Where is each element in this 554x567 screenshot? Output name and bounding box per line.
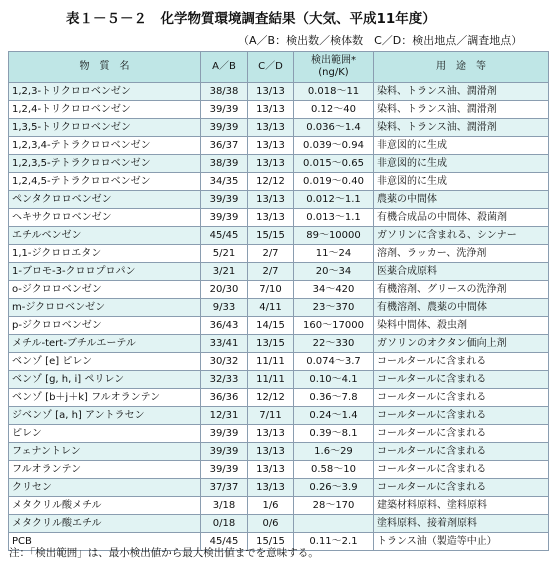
cell-use: 溶剤、ラッカー、洗浄剤: [374, 245, 549, 263]
cell-cd: 13/13: [248, 83, 294, 101]
cell-range: 0.036～1.4: [294, 119, 374, 137]
cell-cd: 13/13: [248, 479, 294, 497]
cell-use: 非意図的に生成: [374, 173, 549, 191]
cell-ab: 45/45: [201, 533, 248, 551]
cell-range: 0.26～3.9: [294, 479, 374, 497]
cell-use: 農薬の中間体: [374, 191, 549, 209]
cell-range: 0.36～7.8: [294, 389, 374, 407]
table-row: [9, 425, 549, 443]
cell-range: 89～10000: [294, 227, 374, 245]
cell-cd: 13/13: [248, 119, 294, 137]
cell-range: 23～370: [294, 299, 374, 317]
cell-ab: 34/35: [201, 173, 248, 191]
cell-cd: 13/13: [248, 425, 294, 443]
cell-name: 1,2,4-トリクロロベンゼン: [9, 101, 201, 119]
cell-name: ベンゾ [g, h, i] ペリレン: [9, 371, 201, 389]
table-row: [9, 515, 549, 533]
cell-name: エチルベンゼン: [9, 227, 201, 245]
cell-name: ベンゾ [b＋j＋k] フルオランテン: [9, 389, 201, 407]
table-row: [9, 101, 549, 119]
cell-range: 22～330: [294, 335, 374, 353]
cell-use: 医薬合成原料: [374, 263, 549, 281]
cell-range: 0.074～3.7: [294, 353, 374, 371]
cell-use: 有機溶剤、農薬の中間体: [374, 299, 549, 317]
cell-name: 1,1-ジクロロエタン: [9, 245, 201, 263]
cell-ab: 20/30: [201, 281, 248, 299]
cell-ab: 39/39: [201, 119, 248, 137]
table-row: [9, 407, 549, 425]
cell-range: 0.018～11: [294, 83, 374, 101]
table-subtitle: （A／B：検出数／検体数 C／D：検出地点／調査地点）: [238, 34, 523, 47]
cell-range: 0.58～10: [294, 461, 374, 479]
cell-cd: 11/11: [248, 371, 294, 389]
cell-cd: 4/11: [248, 299, 294, 317]
header-ab: A／B: [201, 52, 248, 83]
table-row: [9, 227, 549, 245]
table-title: 表１－５－２ 化学物質環境調査結果（大気、平成11年度）: [66, 11, 436, 27]
cell-cd: 13/13: [248, 191, 294, 209]
cell-name: クリセン: [9, 479, 201, 497]
cell-cd: 2/7: [248, 263, 294, 281]
cell-name: m-ジクロロベンゼン: [9, 299, 201, 317]
cell-use: コールタールに含まれる: [374, 407, 549, 425]
cell-use: ガソリンのオクタン価向上剤: [374, 335, 549, 353]
cell-cd: 11/11: [248, 353, 294, 371]
cell-name: フルオランテン: [9, 461, 201, 479]
cell-use: コールタールに含まれる: [374, 479, 549, 497]
table-row: [9, 461, 549, 479]
cell-name: 1,2,3,4-テトラクロロベンゼン: [9, 137, 201, 155]
cell-ab: 38/39: [201, 155, 248, 173]
cell-range: 0.24～1.4: [294, 407, 374, 425]
cell-cd: 14/15: [248, 317, 294, 335]
cell-name: ベンゾ [e] ピレン: [9, 353, 201, 371]
table-row: [9, 335, 549, 353]
cell-use: コールタールに含まれる: [374, 389, 549, 407]
cell-ab: 38/38: [201, 83, 248, 101]
cell-cd: 15/15: [248, 227, 294, 245]
cell-use: 染料、トランス油、潤滑剤: [374, 83, 549, 101]
cell-ab: 3/18: [201, 497, 248, 515]
footnote: 注：「検出範囲」は、最小検出値から最大検出値までを意味する。: [9, 547, 319, 559]
cell-range: 0.012～1.1: [294, 191, 374, 209]
cell-range: 0.039～0.94: [294, 137, 374, 155]
table-row: [9, 245, 549, 263]
cell-name: 1-ブロモ-3-クロロプロパン: [9, 263, 201, 281]
cell-cd: 12/12: [248, 173, 294, 191]
cell-name: 1,2,4,5-テトラクロロベンゼン: [9, 173, 201, 191]
header-cd: C／D: [248, 52, 294, 83]
cell-cd: 13/13: [248, 101, 294, 119]
cell-use: コールタールに含まれる: [374, 461, 549, 479]
cell-cd: 13/13: [248, 443, 294, 461]
cell-ab: 37/37: [201, 479, 248, 497]
cell-ab: 36/37: [201, 137, 248, 155]
cell-range: 0.39～8.1: [294, 425, 374, 443]
cell-ab: 0/18: [201, 515, 248, 533]
cell-cd: 0/6: [248, 515, 294, 533]
table-row: [9, 281, 549, 299]
cell-use: コールタールに含まれる: [374, 443, 549, 461]
cell-name: フェナントレン: [9, 443, 201, 461]
table-row: [9, 479, 549, 497]
cell-use: コールタールに含まれる: [374, 425, 549, 443]
cell-range: 1.6～29: [294, 443, 374, 461]
cell-name: o-ジクロロベンゼン: [9, 281, 201, 299]
cell-range: 0.12～40: [294, 101, 374, 119]
cell-range: 0.019～0.40: [294, 173, 374, 191]
cell-use: 非意図的に生成: [374, 137, 549, 155]
cell-name: メタクリル酸メチル: [9, 497, 201, 515]
header-range-line1: 検出範囲*: [311, 55, 356, 66]
cell-ab: 39/39: [201, 209, 248, 227]
header-range: [294, 52, 374, 83]
cell-range: 0.11～2.1: [294, 533, 374, 551]
cell-name: ヘキサクロロベンゼン: [9, 209, 201, 227]
table-row: [9, 173, 549, 191]
cell-use: 非意図的に生成: [374, 155, 549, 173]
cell-cd: 1/6: [248, 497, 294, 515]
cell-name: メチル-tert-ブチルエーテル: [9, 335, 201, 353]
cell-ab: 32/33: [201, 371, 248, 389]
table-header: [9, 52, 549, 83]
cell-use: 塗料原料、接着剤原料: [374, 515, 549, 533]
cell-use: 染料、トランス油、潤滑剤: [374, 101, 549, 119]
cell-cd: 12/12: [248, 389, 294, 407]
table-row: [9, 317, 549, 335]
cell-cd: 13/13: [248, 209, 294, 227]
cell-name: ジベンゾ [a, h] アントラセン: [9, 407, 201, 425]
cell-use: ガソリンに含まれる、シンナー: [374, 227, 549, 245]
cell-ab: 39/39: [201, 461, 248, 479]
table-row: [9, 83, 549, 101]
table-row: [9, 389, 549, 407]
cell-name: 1,3,5-トリクロロベンゼン: [9, 119, 201, 137]
results-table: [8, 51, 549, 551]
cell-use: コールタールに含まれる: [374, 371, 549, 389]
cell-range: 28～170: [294, 497, 374, 515]
cell-ab: 36/43: [201, 317, 248, 335]
cell-use: 染料、トランス油、潤滑剤: [374, 119, 549, 137]
cell-range: [294, 515, 374, 533]
table-row: [9, 371, 549, 389]
table-row: [9, 191, 549, 209]
cell-ab: 5/21: [201, 245, 248, 263]
cell-ab: 39/39: [201, 191, 248, 209]
cell-name: p-ジクロロベンゼン: [9, 317, 201, 335]
table-row: [9, 299, 549, 317]
cell-name: メタクリル酸エチル: [9, 515, 201, 533]
cell-ab: 39/39: [201, 425, 248, 443]
cell-ab: 36/36: [201, 389, 248, 407]
cell-ab: 9/33: [201, 299, 248, 317]
cell-ab: 30/32: [201, 353, 248, 371]
cell-ab: 12/31: [201, 407, 248, 425]
cell-cd: 15/15: [248, 533, 294, 551]
cell-range: 11～24: [294, 245, 374, 263]
table-row: [9, 263, 549, 281]
cell-ab: 39/39: [201, 443, 248, 461]
table-row: [9, 353, 549, 371]
table-row: [9, 119, 549, 137]
table-row: [9, 155, 549, 173]
cell-cd: 2/7: [248, 245, 294, 263]
cell-use: 染料中間体、殺虫剤: [374, 317, 549, 335]
cell-use: トランス油（製造等中止）: [374, 533, 549, 551]
cell-range: 0.10～4.1: [294, 371, 374, 389]
cell-cd: 13/13: [248, 461, 294, 479]
table-row: [9, 137, 549, 155]
cell-cd: 13/13: [248, 137, 294, 155]
table-row: [9, 209, 549, 227]
cell-cd: 7/10: [248, 281, 294, 299]
table-row: [9, 497, 549, 515]
cell-ab: 3/21: [201, 263, 248, 281]
table-body: [9, 83, 549, 551]
cell-cd: 13/13: [248, 155, 294, 173]
cell-ab: 33/41: [201, 335, 248, 353]
cell-ab: 45/45: [201, 227, 248, 245]
cell-range: 20～34: [294, 263, 374, 281]
header-name: 物 質 名: [9, 52, 201, 83]
cell-name: PCB: [9, 533, 201, 551]
header-range-line2: (ng/K): [318, 67, 349, 78]
cell-cd: 7/11: [248, 407, 294, 425]
cell-range: 34～420: [294, 281, 374, 299]
cell-range: 160～17000: [294, 317, 374, 335]
cell-use: 有機合成品の中間体、殺菌剤: [374, 209, 549, 227]
table-row: [9, 443, 549, 461]
cell-name: 1,2,3,5-テトラクロロベンゼン: [9, 155, 201, 173]
cell-range: 0.015～0.65: [294, 155, 374, 173]
cell-cd: 13/15: [248, 335, 294, 353]
cell-name: ペンタクロロベンゼン: [9, 191, 201, 209]
cell-use: コールタールに含まれる: [374, 353, 549, 371]
cell-range: 0.013～1.1: [294, 209, 374, 227]
cell-ab: 39/39: [201, 101, 248, 119]
cell-name: ピレン: [9, 425, 201, 443]
header-use: 用 途 等: [374, 52, 549, 83]
cell-use: 建築材料原料、塗料原料: [374, 497, 549, 515]
cell-use: 有機溶剤、グリースの洗浄剤: [374, 281, 549, 299]
cell-name: 1,2,3-トリクロロベンゼン: [9, 83, 201, 101]
